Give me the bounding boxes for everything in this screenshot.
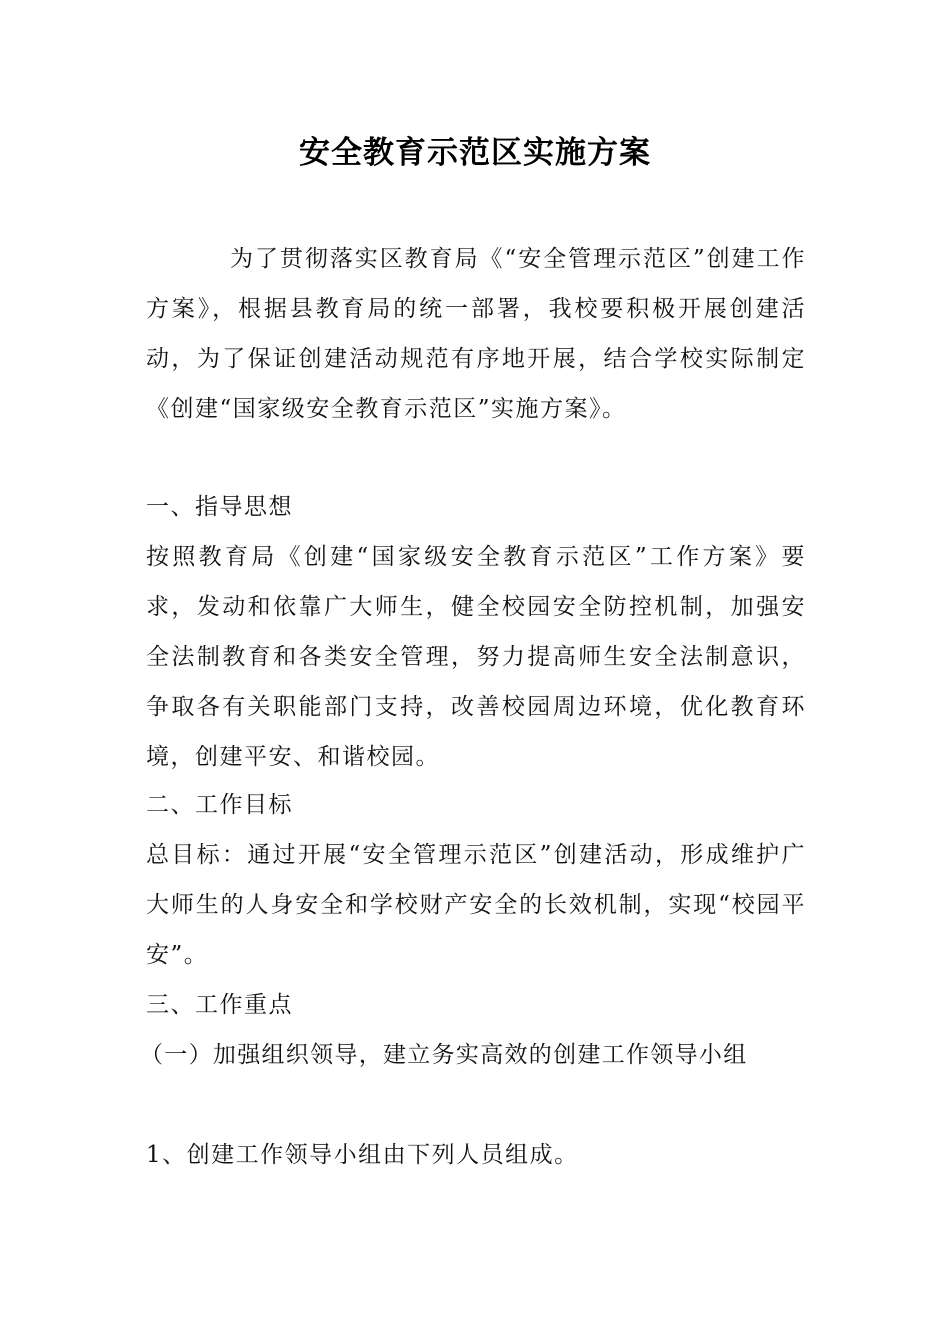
section-1-body: 按照教育局《创建“国家级安全教育示范区”工作方案》要求，发动和依靠广大师生，健全校园安全防控机制，加强安全法制教育和各类安全管理，努力提高师生安全法制意识，争取各有关职能部门支持，改善校园周边环境，优化教育环境，创建平安、和谐校园。 [146,544,806,770]
section-1-heading: 一、指导思想 [146,494,293,520]
section-3-subheading: （一）加强组织领导，建立务实高效的创建工作领导小组 [140,1042,748,1068]
intro-paragraph: 为了贯彻落实区教育局《“安全管理示范区”创建工作方案》，根据县教育局的统一部署，我校要积极开展创建活动，为了保证创建活动规范有序地开展，结合学校实际制定《创建“国家级安全教育示范区”实施方案》。 [146,246,806,422]
section-3-item-1: 1、创建工作领导小组由下列人员组成。 [146,1142,579,1168]
section-2-heading: 二、工作目标 [146,792,293,818]
document-title: 安全教育示范区实施方案 [299,135,651,171]
section-3-heading: 三、工作重点 [146,992,293,1018]
section-2-body: 总目标：通过开展“安全管理示范区”创建活动，形成维护广大师生的人身安全和学校财产安全的长效机制，实现“校园平安”。 [146,842,806,968]
